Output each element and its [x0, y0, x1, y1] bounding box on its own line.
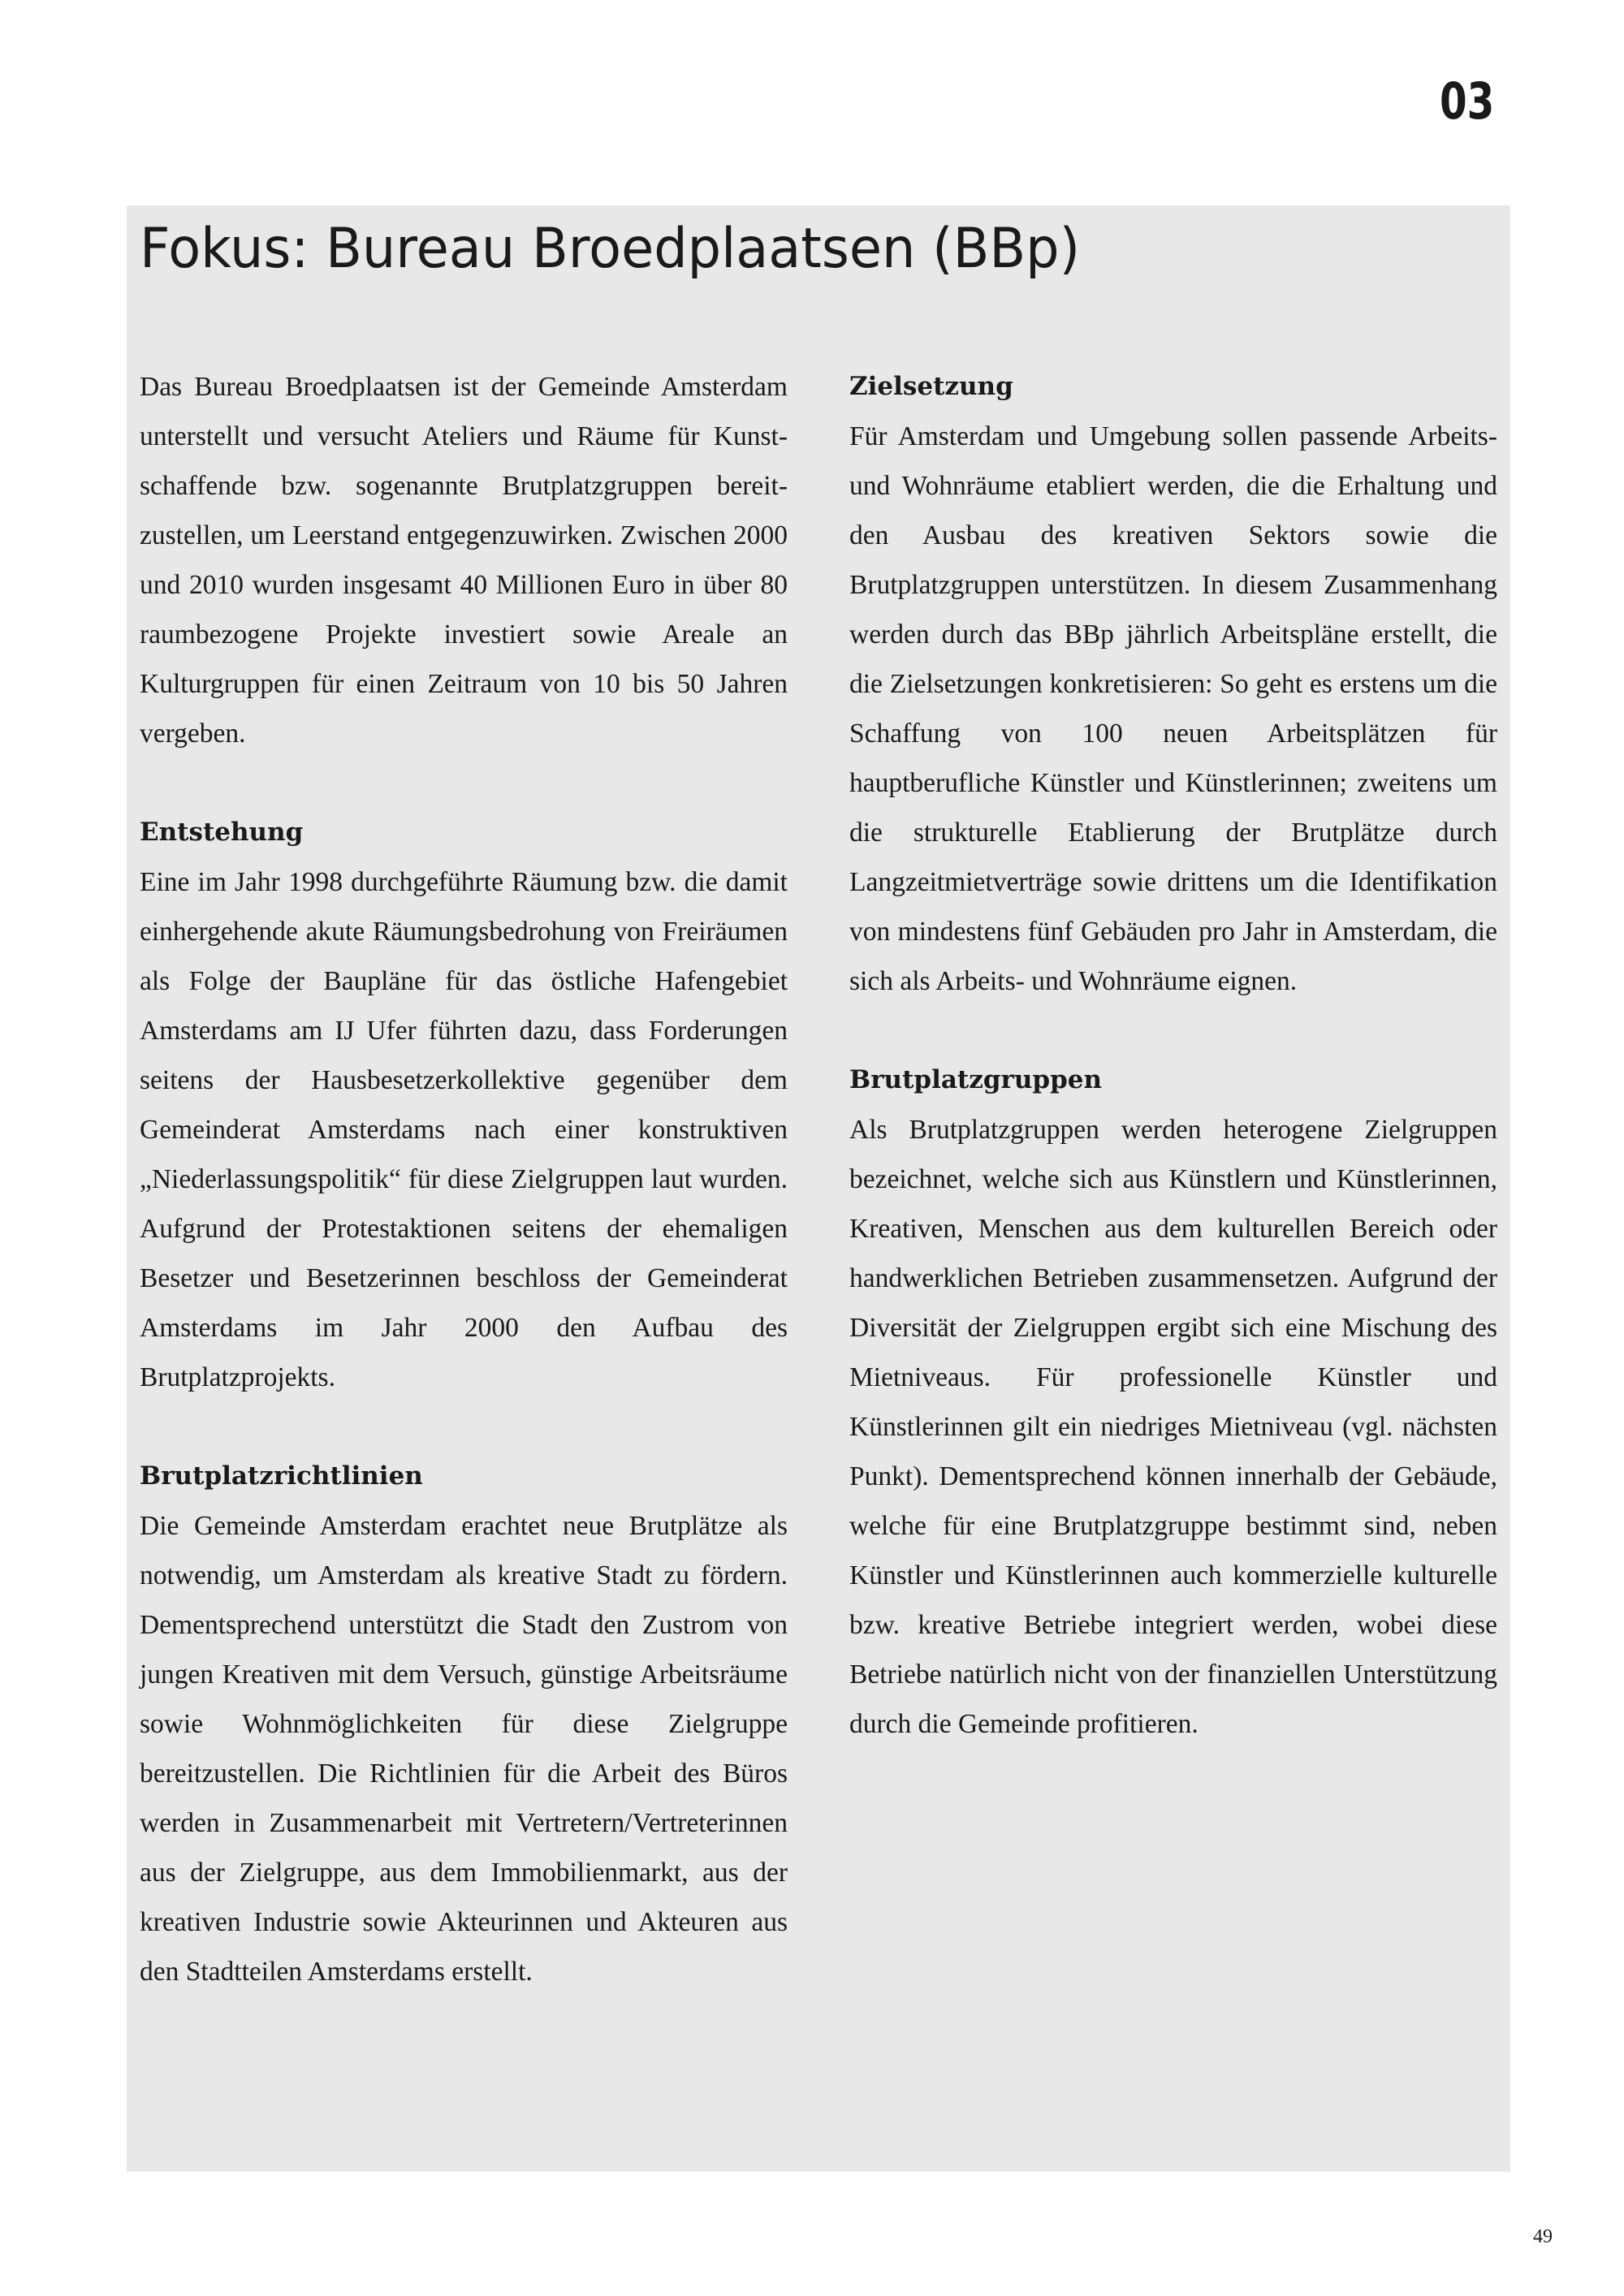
- zielsetzung-heading: Zielsetzung: [849, 372, 1013, 401]
- left-column: [140, 362, 788, 2046]
- intro-section: [140, 362, 788, 758]
- chapter-number: 03: [1439, 71, 1494, 131]
- zielsetzung-text: Für Amsterdam und Umgebung sollen passende Arbeits- und Wohnräume etabliert werden, die die Erhaltung und den Ausbau des kreativen Sektors sowie die Brutplatzgruppen unterstützen. In diesem Zusammenhang werden durch das BBp jährlich Arbeitspläne erstellt, die die Zielsetzungen konkretisieren: So geht es erstens um die Schaffung von 100 neuen Arbeitsplätzen für hauptberufliche Künstler und Künstlerinnen; zweitens um die strukturelle Etablierung der Brutplätze durch Langzeitmietverträge sowie drittens um die Identifikation von mindestens fünf Gebäuden pro Jahr in Amsterdam, die sich als Arbeits- und Wohnräume eignen.: [849, 421, 1497, 996]
- richtlinien-text: Die Gemeinde Amsterdam erachtet neue Brutplätze als notwendig, um Amsterdam als kreative Stadt zu fördern. Dementsprechend unterstützt die Stadt den Zustrom von jungen Kreativen mit dem Versuch, günstige Arbeitsräume sowie Wohnmöglichkeiten für diese Zielgruppe bereitzustellen. Die Richtlinien für die Arbeit des Büros werden in Zusammenarbeit mit Vertretern/Vertreterinnen aus der Zielgruppe, aus dem Immobilienmarkt, aus der kreativen Industrie sowie Akteurinnen und Akteuren aus den Stadtteilen Amsterdams erstellt.: [140, 1511, 788, 1987]
- page-number: 49: [1533, 2226, 1553, 2247]
- gruppen-section: [849, 1055, 1497, 1749]
- richtlinien-section: [140, 1452, 788, 1996]
- entstehung-text: Eine im Jahr 1998 durchgeführte Räumung bzw. die damit einhergehende akute Räumungsbedrohung von Freiräumen als Folge der Baupläne für das östliche Hafengebiet Amsterdams am IJ Ufer führten dazu, dass Forderungen seitens der Hausbesetzerkollektive gegenüber dem Gemeinderat Amsterdams nach einer konstruktiven „Niederlassungspolitik“ für diese Zielgruppen laut wurden. Aufgrund der Protestaktionen seitens der ehemaligen Besetzer und Besetzerinnen beschloss der Gemeinderat Amsterdams im Jahr 2000 den Aufbau des Brutplatzprojekts.: [140, 867, 788, 1392]
- zielsetzung-section: [849, 362, 1497, 1006]
- right-column: [849, 362, 1497, 1798]
- focus-title: Fokus: Bureau Broedplaatsen (BBp): [140, 217, 1081, 281]
- intro-text: Das Bureau Broedplaatsen ist der Gemeinde Amsterdam unterstellt und versucht Ateliers und Räume für Kunstschaffende bzw. sogenannte Brutplatzgruppen bereitzustellen, um Leerstand entgegenzuwirken. Zwischen 2000 und 2010 wurden insgesamt 40 Millionen Euro in über 80 raumbezogene Projekte investiert sowie Areale an Kulturgruppen für einen Zeitraum von 10 bis 50 Jahren vergeben.: [140, 372, 788, 749]
- gruppen-text: Als Brutplatzgruppen werden heterogene Zielgruppen bezeichnet, welche sich aus Künstlern und Künstlerinnen, Kreativen, Menschen aus dem kulturellen Bereich oder handwerklichen Betrieben zusammensetzen. Aufgrund der Diversität der Zielgruppen ergibt sich eine Mischung des Mietniveaus. Für professionelle Künstler und Künstlerinnen gilt ein niedriges Mietniveau (vgl. nächsten Punkt). Dementsprechend können innerhalb der Gebäude, welche für eine Brutplatzgruppe bestimmt sind, neben Künstler und Künstlerinnen auch kommerzielle kulturelle bzw. kreative Betriebe integriert werden, wobei diese Betriebe natürlich nicht von der finanziellen Unterstützung durch die Gemeinde profitieren.: [849, 1115, 1497, 1739]
- entstehung-heading: Entstehung: [140, 818, 304, 847]
- focus-box: [127, 205, 1510, 2172]
- richtlinien-heading: Brutplatzrichtlinien: [140, 1461, 423, 1491]
- entstehung-section: [140, 808, 788, 1402]
- gruppen-heading: Brutplatzgruppen: [849, 1065, 1103, 1094]
